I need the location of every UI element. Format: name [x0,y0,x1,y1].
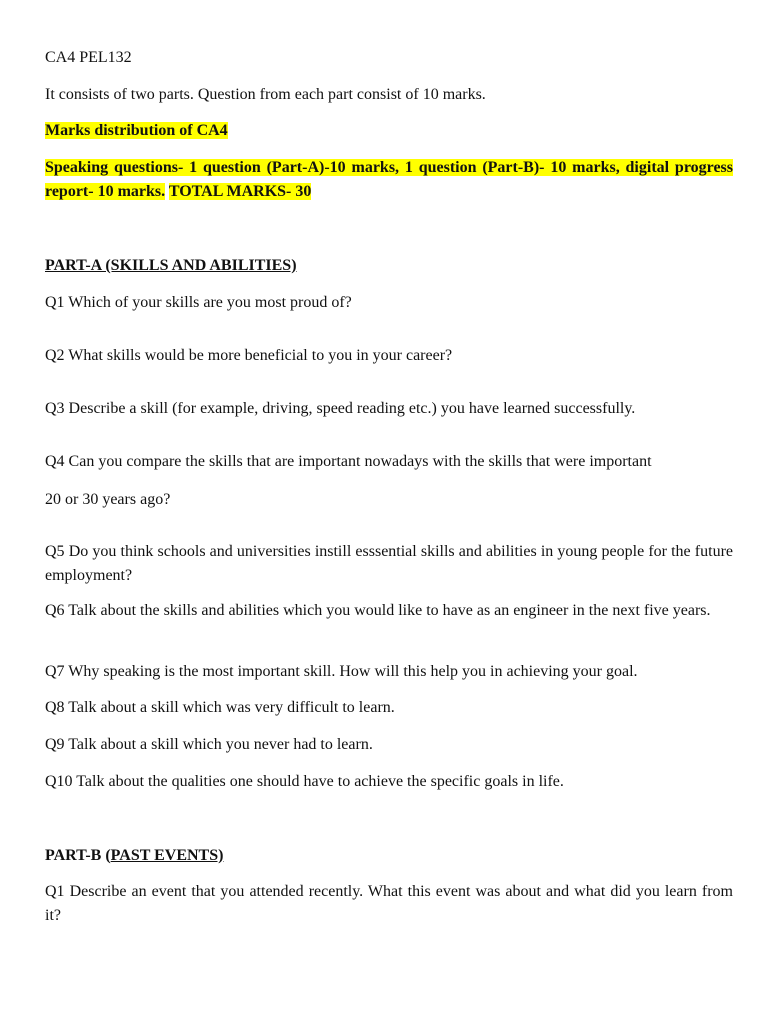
marks-heading-text: Marks distribution of CA4 [45,122,228,139]
part-a-question: Q1 Which of your skills are you most proud of? [45,294,352,311]
part-a-question: Q8 Talk about a skill which was very difficult to learn. [45,699,395,716]
part-b-question: Q1 Describe an event that you attended recently. What this event was about and what did you learn from it? [45,883,733,924]
part-a-question-continuation: 20 or 30 years ago? [45,491,171,508]
marks-detail [45,156,733,204]
part-a-question: Q5 Do you think schools and universities instill esssential skills and abilities in young people for the future employment? [45,543,733,584]
part-b-heading-main: PAST EVENTS) [110,847,224,864]
document-title: CA4 PEL132 [45,49,132,66]
part-a-question: Q6 Talk about the skills and abilities which you would like to have as an engineer in the next five years. [45,602,711,619]
part-b-heading [45,846,733,866]
part-a-question: Q7 Why speaking is the most important skill. How will this help you in achieving your goal. [45,663,638,680]
part-b-heading-prefix: PART-B ( [45,847,111,864]
part-a-question: Q9 Talk about a skill which you never had to learn. [45,736,373,753]
part-a-question: Q2 What skills would be more beneficial to you in your career? [45,347,453,364]
part-a-question: Q3 Describe a skill (for example, driving, speed reading etc.) you have learned successfully. [45,400,636,417]
part-a-heading: PART-A (SKILLS AND ABILITIES) [45,257,297,274]
marks-detail-text: Speaking questions- 1 question (Part-A)-10 marks, 1 question (Part-B)- 10 marks, digital progress report- 10 marks. [45,159,733,200]
part-a-question: Q10 Talk about the qualities one should have to achieve the specific goals in life. [45,773,564,790]
intro-text: It consists of two parts. Question from each part consist of 10 marks. [45,86,486,103]
total-marks: TOTAL MARKS- 30 [168,183,312,200]
part-a-question: Q4 Can you compare the skills that are important nowadays with the skills that were important [45,453,652,470]
marks-heading [45,121,733,141]
